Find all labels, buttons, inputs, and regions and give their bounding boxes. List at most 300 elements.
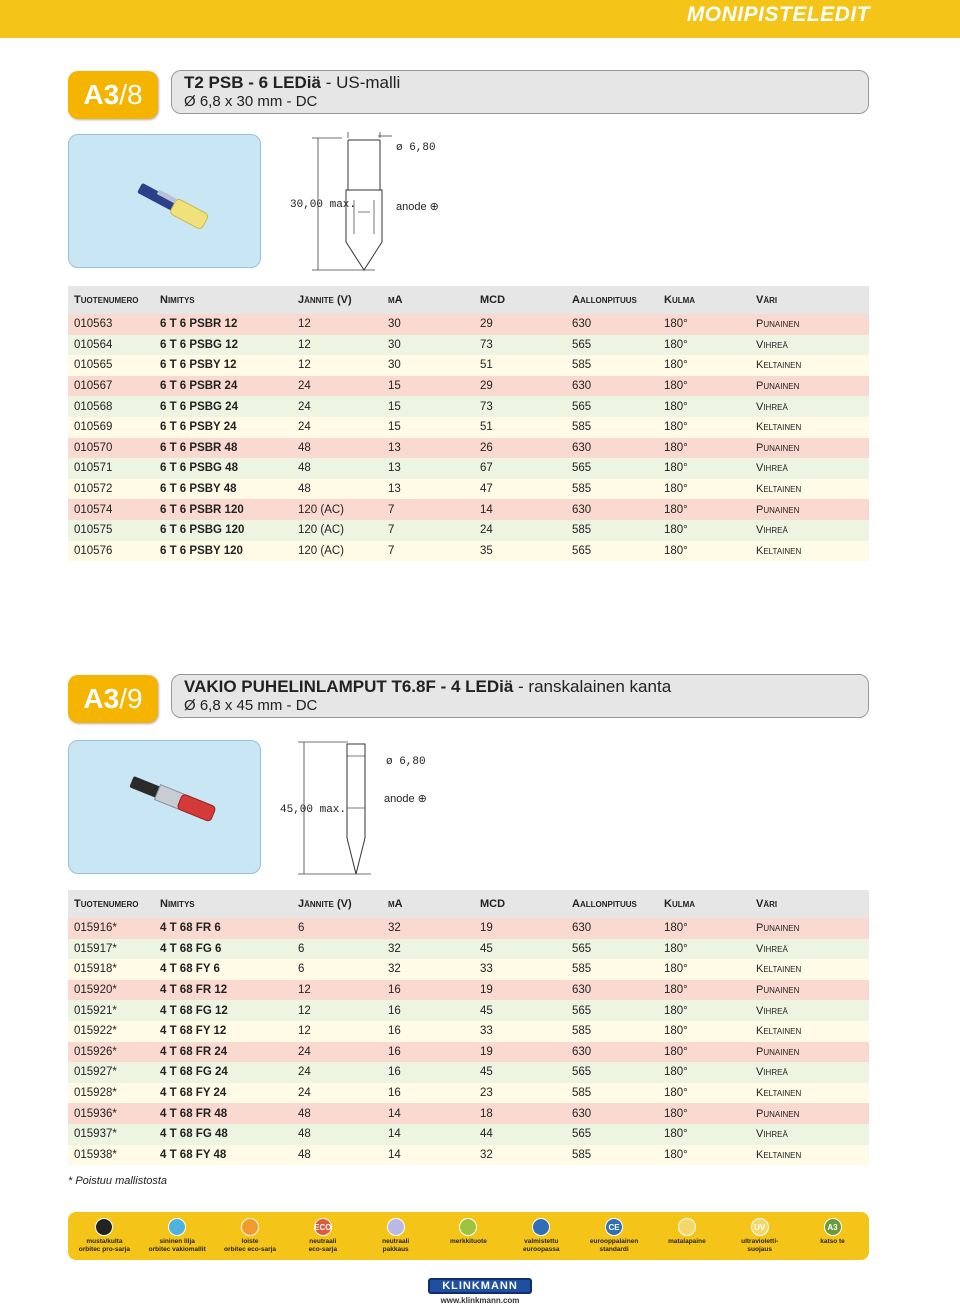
cell-voltage: 12 (292, 1021, 382, 1042)
cell-wavelength: 585 (566, 520, 658, 541)
cell-color: Punainen (750, 1103, 869, 1124)
cell-voltage: 24 (292, 1062, 382, 1083)
legend-label: valmistettu euroopassa (523, 1238, 560, 1253)
cell-name: 4 T 68 FG 48 (154, 1124, 292, 1145)
cell-ma: 30 (382, 355, 474, 376)
cell-color: Keltainen (750, 1021, 869, 1042)
col-header-color: Väri (750, 890, 869, 918)
col-header-name: Nimitys (154, 890, 292, 918)
section-title-suffix: - ranskalainen kanta (513, 677, 672, 696)
section-subtitle: Ø 6,8 x 45 mm - DC (184, 697, 318, 714)
cell-angle: 180° (658, 1000, 750, 1021)
legend-label: sininen lilja orbitec vakiomallit (148, 1238, 206, 1253)
cell-voltage: 48 (292, 479, 382, 500)
legend-item (68, 1212, 141, 1260)
cell-angle: 180° (658, 458, 750, 479)
cell-voltage: 24 (292, 1042, 382, 1063)
cell-color: Vihreä (750, 396, 869, 417)
cell-name: 4 T 68 FY 24 (154, 1083, 292, 1104)
spec-table-a3-8 (68, 286, 869, 561)
legend-label: eurooppalainen standardi (589, 1238, 639, 1253)
cell-wavelength: 565 (566, 335, 658, 356)
table-row (68, 458, 869, 479)
legend-item (432, 1212, 505, 1260)
cell-voltage: 48 (292, 438, 382, 459)
cell-product-number: 010567 (68, 376, 154, 397)
legend-item (723, 1212, 796, 1260)
cell-product-number: 015920* (68, 980, 154, 1001)
cell-angle: 180° (658, 1103, 750, 1124)
cell-color: Vihreä (750, 520, 869, 541)
cell-wavelength: 630 (566, 438, 658, 459)
cell-voltage: 24 (292, 1083, 382, 1104)
cell-angle: 180° (658, 918, 750, 939)
cell-name: 6 T 6 PSBG 12 (154, 335, 292, 356)
cell-angle: 180° (658, 1021, 750, 1042)
col-header-wavelength: Aallonpituus (566, 890, 658, 918)
cell-color: Keltainen (750, 1145, 869, 1166)
cell-color: Punainen (750, 918, 869, 939)
anode-label: anode ⊕ (384, 793, 427, 805)
cell-wavelength: 630 (566, 499, 658, 520)
cell-ma: 13 (382, 438, 474, 459)
cell-voltage: 48 (292, 1145, 382, 1166)
cell-product-number: 010563 (68, 314, 154, 335)
cell-mcd: 29 (474, 376, 566, 397)
legend-label: katso te (820, 1238, 845, 1245)
legend-item (505, 1212, 578, 1260)
product-photo (68, 740, 261, 874)
col-header-ma: mA (382, 286, 474, 314)
cell-voltage: 24 (292, 396, 382, 417)
cell-mcd: 73 (474, 335, 566, 356)
cell-angle: 180° (658, 1083, 750, 1104)
cell-name: 6 T 6 PSBY 24 (154, 417, 292, 438)
legend-item (286, 1212, 359, 1260)
cell-color: Punainen (750, 314, 869, 335)
cell-color: Punainen (750, 980, 869, 1001)
cell-product-number: 015921* (68, 1000, 154, 1021)
table-row (68, 417, 869, 438)
cell-product-number: 015922* (68, 1021, 154, 1042)
section-badge-a3-8 (68, 71, 158, 119)
table-row (68, 918, 869, 939)
col-header-product-number: Tuotenumero (68, 890, 154, 918)
cell-product-number: 015917* (68, 939, 154, 960)
cell-color: Keltainen (750, 1083, 869, 1104)
legend-item (651, 1212, 724, 1260)
cell-wavelength: 585 (566, 1083, 658, 1104)
cell-product-number: 015927* (68, 1062, 154, 1083)
legend-label: merkkituote (450, 1238, 487, 1245)
cell-ma: 13 (382, 458, 474, 479)
cell-color: Punainen (750, 1042, 869, 1063)
col-header-wavelength: Aallonpituus (566, 286, 658, 314)
legend-icon (532, 1218, 550, 1236)
col-header-voltage: Jännite (V) (292, 890, 382, 918)
cell-voltage: 6 (292, 959, 382, 980)
cell-voltage: 120 (AC) (292, 541, 382, 562)
dimension-diagram (280, 132, 460, 282)
cell-voltage: 12 (292, 314, 382, 335)
cell-angle: 180° (658, 1145, 750, 1166)
table-row (68, 376, 869, 397)
cell-ma: 14 (382, 1145, 474, 1166)
col-header-name: Nimitys (154, 286, 292, 314)
cell-wavelength: 585 (566, 417, 658, 438)
legend-item (141, 1212, 214, 1260)
cell-color: Vihreä (750, 939, 869, 960)
legend-icon (168, 1218, 186, 1236)
cell-angle: 180° (658, 396, 750, 417)
table-row (68, 520, 869, 541)
cell-ma: 14 (382, 1103, 474, 1124)
cell-mcd: 51 (474, 355, 566, 376)
cell-angle: 180° (658, 1042, 750, 1063)
cell-product-number: 010564 (68, 335, 154, 356)
cell-angle: 180° (658, 1062, 750, 1083)
table-row (68, 438, 869, 459)
cell-name: 4 T 68 FG 6 (154, 939, 292, 960)
top-banner (0, 0, 960, 38)
cell-angle: 180° (658, 314, 750, 335)
cell-mcd: 29 (474, 314, 566, 335)
cell-name: 6 T 6 PSBY 48 (154, 479, 292, 500)
section-header (171, 70, 869, 114)
page-title: MONIPISTELEDIT (686, 3, 870, 26)
table-row (68, 314, 869, 335)
cell-product-number: 010565 (68, 355, 154, 376)
anode-label: anode ⊕ (396, 201, 439, 213)
cell-ma: 32 (382, 939, 474, 960)
legend-label: ultravioletti- suojaus (741, 1238, 779, 1253)
cell-ma: 15 (382, 417, 474, 438)
cell-name: 4 T 68 FY 48 (154, 1145, 292, 1166)
cell-voltage: 12 (292, 980, 382, 1001)
cell-name: 6 T 6 PSBY 120 (154, 541, 292, 562)
legend-label: neutraali eco-sarja (308, 1238, 338, 1253)
cell-angle: 180° (658, 355, 750, 376)
cell-voltage: 12 (292, 1000, 382, 1021)
cell-angle: 180° (658, 438, 750, 459)
cell-product-number: 015918* (68, 959, 154, 980)
cell-name: 6 T 6 PSBG 24 (154, 396, 292, 417)
cell-product-number: 015937* (68, 1124, 154, 1145)
cell-voltage: 12 (292, 335, 382, 356)
legend-icon: UV (751, 1218, 769, 1236)
cell-name: 4 T 68 FY 6 (154, 959, 292, 980)
cell-product-number: 010574 (68, 499, 154, 520)
cell-color: Keltainen (750, 355, 869, 376)
cell-mcd: 35 (474, 541, 566, 562)
legend-item (359, 1212, 432, 1260)
badge-number: /8 (119, 79, 143, 110)
legend-icon (678, 1218, 696, 1236)
col-header-angle: Kulma (658, 890, 750, 918)
cell-wavelength: 585 (566, 479, 658, 500)
cell-ma: 16 (382, 1083, 474, 1104)
diameter-label: ø 6,80 (386, 756, 426, 768)
cell-mcd: 19 (474, 980, 566, 1001)
cell-name: 6 T 6 PSBG 48 (154, 458, 292, 479)
legend-icon (459, 1218, 477, 1236)
cell-wavelength: 585 (566, 355, 658, 376)
led-lamp-image (69, 135, 262, 269)
col-header-angle: Kulma (658, 286, 750, 314)
cell-wavelength: 630 (566, 314, 658, 335)
cell-angle: 180° (658, 1124, 750, 1145)
cell-voltage: 6 (292, 939, 382, 960)
section-title: VAKIO PUHELINLAMPUT T6.8F - 4 LEDiä (184, 677, 514, 696)
length-label: 30,00 max. (290, 199, 357, 211)
legend-label: loiste orbitec eco-sarja (224, 1238, 277, 1253)
spec-table-a3-9 (68, 890, 869, 1165)
cell-wavelength: 630 (566, 376, 658, 397)
brand-url[interactable]: www.klinkmann.com (440, 1296, 520, 1305)
cell-wavelength: 630 (566, 1042, 658, 1063)
cell-color: Keltainen (750, 541, 869, 562)
cell-wavelength: 565 (566, 458, 658, 479)
cell-angle: 180° (658, 376, 750, 397)
section-subtitle: Ø 6,8 x 30 mm - DC (184, 93, 318, 110)
cell-ma: 13 (382, 479, 474, 500)
cell-ma: 15 (382, 376, 474, 397)
cell-ma: 30 (382, 335, 474, 356)
dimension-diagram (276, 738, 456, 888)
cell-product-number: 015936* (68, 1103, 154, 1124)
legend-icon: CE (605, 1218, 623, 1236)
table-row (68, 396, 869, 417)
cell-ma: 30 (382, 314, 474, 335)
legend-item (578, 1212, 651, 1260)
section-title-suffix: - US-malli (320, 73, 401, 92)
legend-bar (68, 1212, 869, 1260)
cell-ma: 16 (382, 1062, 474, 1083)
cell-mcd: 45 (474, 1062, 566, 1083)
cell-product-number: 015928* (68, 1083, 154, 1104)
legend-icon (95, 1218, 113, 1236)
cell-color: Vihreä (750, 335, 869, 356)
legend-label: matalapaine (668, 1238, 706, 1245)
cell-wavelength: 585 (566, 959, 658, 980)
cell-wavelength: 585 (566, 1145, 658, 1166)
section-title: T2 PSB - 6 LEDiä (184, 73, 321, 92)
cell-wavelength: 565 (566, 939, 658, 960)
col-header-mcd: MCD (474, 286, 566, 314)
legend-item (796, 1212, 869, 1260)
table-header-row (68, 286, 869, 314)
cell-product-number: 010576 (68, 541, 154, 562)
cell-mcd: 45 (474, 939, 566, 960)
cell-name: 4 T 68 FR 48 (154, 1103, 292, 1124)
legend-label: musta/kulta orbitec pro-sarja (78, 1238, 131, 1253)
cell-ma: 16 (382, 1042, 474, 1063)
badge-code: A3 (83, 683, 120, 714)
table-row (68, 1021, 869, 1042)
cell-name: 6 T 6 PSBR 120 (154, 499, 292, 520)
cell-wavelength: 565 (566, 541, 658, 562)
cell-ma: 7 (382, 541, 474, 562)
cell-voltage: 120 (AC) (292, 499, 382, 520)
table-row (68, 479, 869, 500)
section-badge-a3-9 (68, 675, 158, 723)
cell-angle: 180° (658, 335, 750, 356)
cell-color: Keltainen (750, 959, 869, 980)
cell-ma: 14 (382, 1124, 474, 1145)
cell-voltage: 12 (292, 355, 382, 376)
legend-item (214, 1212, 287, 1260)
cell-product-number: 010572 (68, 479, 154, 500)
cell-wavelength: 630 (566, 1103, 658, 1124)
cell-name: 6 T 6 PSBG 120 (154, 520, 292, 541)
cell-mcd: 51 (474, 417, 566, 438)
cell-ma: 32 (382, 918, 474, 939)
cell-angle: 180° (658, 417, 750, 438)
cell-color: Punainen (750, 499, 869, 520)
cell-name: 6 T 6 PSBR 24 (154, 376, 292, 397)
cell-mcd: 33 (474, 1021, 566, 1042)
cell-name: 6 T 6 PSBY 12 (154, 355, 292, 376)
cell-wavelength: 565 (566, 1124, 658, 1145)
cell-voltage: 48 (292, 458, 382, 479)
table-row (68, 959, 869, 980)
footnote: * Poistuu mallistosta (68, 1175, 168, 1187)
cell-product-number: 015938* (68, 1145, 154, 1166)
cell-product-number: 010568 (68, 396, 154, 417)
table-row (68, 499, 869, 520)
cell-mcd: 73 (474, 396, 566, 417)
badge-number: /9 (119, 683, 143, 714)
table-row (68, 939, 869, 960)
cell-color: Keltainen (750, 417, 869, 438)
cell-ma: 16 (382, 980, 474, 1001)
cell-name: 4 T 68 FG 24 (154, 1062, 292, 1083)
cell-ma: 7 (382, 499, 474, 520)
cell-mcd: 44 (474, 1124, 566, 1145)
cell-voltage: 24 (292, 417, 382, 438)
cell-mcd: 32 (474, 1145, 566, 1166)
table-row (68, 541, 869, 562)
cell-name: 6 T 6 PSBR 12 (154, 314, 292, 335)
cell-name: 4 T 68 FR 6 (154, 918, 292, 939)
cell-mcd: 19 (474, 918, 566, 939)
cell-product-number: 010571 (68, 458, 154, 479)
cell-color: Vihreä (750, 1062, 869, 1083)
cell-ma: 15 (382, 396, 474, 417)
legend-icon (241, 1218, 259, 1236)
table-header-row (68, 890, 869, 918)
table-row (68, 1124, 869, 1145)
cell-voltage: 6 (292, 918, 382, 939)
table-row (68, 1062, 869, 1083)
table-row (68, 355, 869, 376)
table-row (68, 1145, 869, 1166)
cell-angle: 180° (658, 479, 750, 500)
cell-mcd: 14 (474, 499, 566, 520)
cell-wavelength: 565 (566, 396, 658, 417)
col-header-color: Väri (750, 286, 869, 314)
cell-voltage: 48 (292, 1103, 382, 1124)
cell-angle: 180° (658, 541, 750, 562)
legend-icon (387, 1218, 405, 1236)
cell-mcd: 26 (474, 438, 566, 459)
cell-ma: 32 (382, 959, 474, 980)
cell-product-number: 010569 (68, 417, 154, 438)
cell-wavelength: 565 (566, 1000, 658, 1021)
cell-color: Vihreä (750, 1000, 869, 1021)
table-row (68, 1103, 869, 1124)
cell-wavelength: 630 (566, 980, 658, 1001)
cell-color: Keltainen (750, 479, 869, 500)
cell-mcd: 33 (474, 959, 566, 980)
led-lamp-image (69, 741, 262, 875)
cell-mcd: 47 (474, 479, 566, 500)
table-row (68, 335, 869, 356)
table-row (68, 1083, 869, 1104)
brand-logo: KLINKMANN (428, 1278, 532, 1294)
cell-product-number: 015926* (68, 1042, 154, 1063)
cell-name: 4 T 68 FY 12 (154, 1021, 292, 1042)
col-header-ma: mA (382, 890, 474, 918)
cell-product-number: 010570 (68, 438, 154, 459)
cell-name: 6 T 6 PSBR 48 (154, 438, 292, 459)
cell-wavelength: 585 (566, 1021, 658, 1042)
cell-name: 4 T 68 FR 24 (154, 1042, 292, 1063)
cell-voltage: 48 (292, 1124, 382, 1145)
legend-label: neutraali pakkaus (382, 1238, 410, 1253)
product-photo (68, 134, 261, 268)
legend-icon: ECO (314, 1218, 332, 1236)
cell-mcd: 67 (474, 458, 566, 479)
cell-angle: 180° (658, 520, 750, 541)
cell-color: Punainen (750, 438, 869, 459)
cell-voltage: 120 (AC) (292, 520, 382, 541)
cell-mcd: 18 (474, 1103, 566, 1124)
table-row (68, 1042, 869, 1063)
cell-color: Punainen (750, 376, 869, 397)
cell-mcd: 24 (474, 520, 566, 541)
col-header-mcd: MCD (474, 890, 566, 918)
cell-mcd: 45 (474, 1000, 566, 1021)
section-header (171, 674, 869, 718)
cell-mcd: 19 (474, 1042, 566, 1063)
cell-color: Vihreä (750, 458, 869, 479)
badge-code: A3 (83, 79, 120, 110)
col-header-voltage: Jännite (V) (292, 286, 382, 314)
cell-voltage: 24 (292, 376, 382, 397)
diameter-label: ø 6,80 (396, 142, 436, 154)
cell-product-number: 010575 (68, 520, 154, 541)
table-row (68, 1000, 869, 1021)
cell-wavelength: 565 (566, 1062, 658, 1083)
col-header-product-number: Tuotenumero (68, 286, 154, 314)
legend-icon: A3 (824, 1218, 842, 1236)
cell-angle: 180° (658, 499, 750, 520)
cell-color: Vihreä (750, 1124, 869, 1145)
cell-angle: 180° (658, 959, 750, 980)
cell-ma: 16 (382, 1000, 474, 1021)
table-row (68, 980, 869, 1001)
cell-angle: 180° (658, 939, 750, 960)
cell-wavelength: 630 (566, 918, 658, 939)
cell-name: 4 T 68 FG 12 (154, 1000, 292, 1021)
cell-product-number: 015916* (68, 918, 154, 939)
cell-ma: 16 (382, 1021, 474, 1042)
cell-name: 4 T 68 FR 12 (154, 980, 292, 1001)
cell-ma: 7 (382, 520, 474, 541)
cell-angle: 180° (658, 980, 750, 1001)
length-label: 45,00 max. (280, 804, 347, 816)
